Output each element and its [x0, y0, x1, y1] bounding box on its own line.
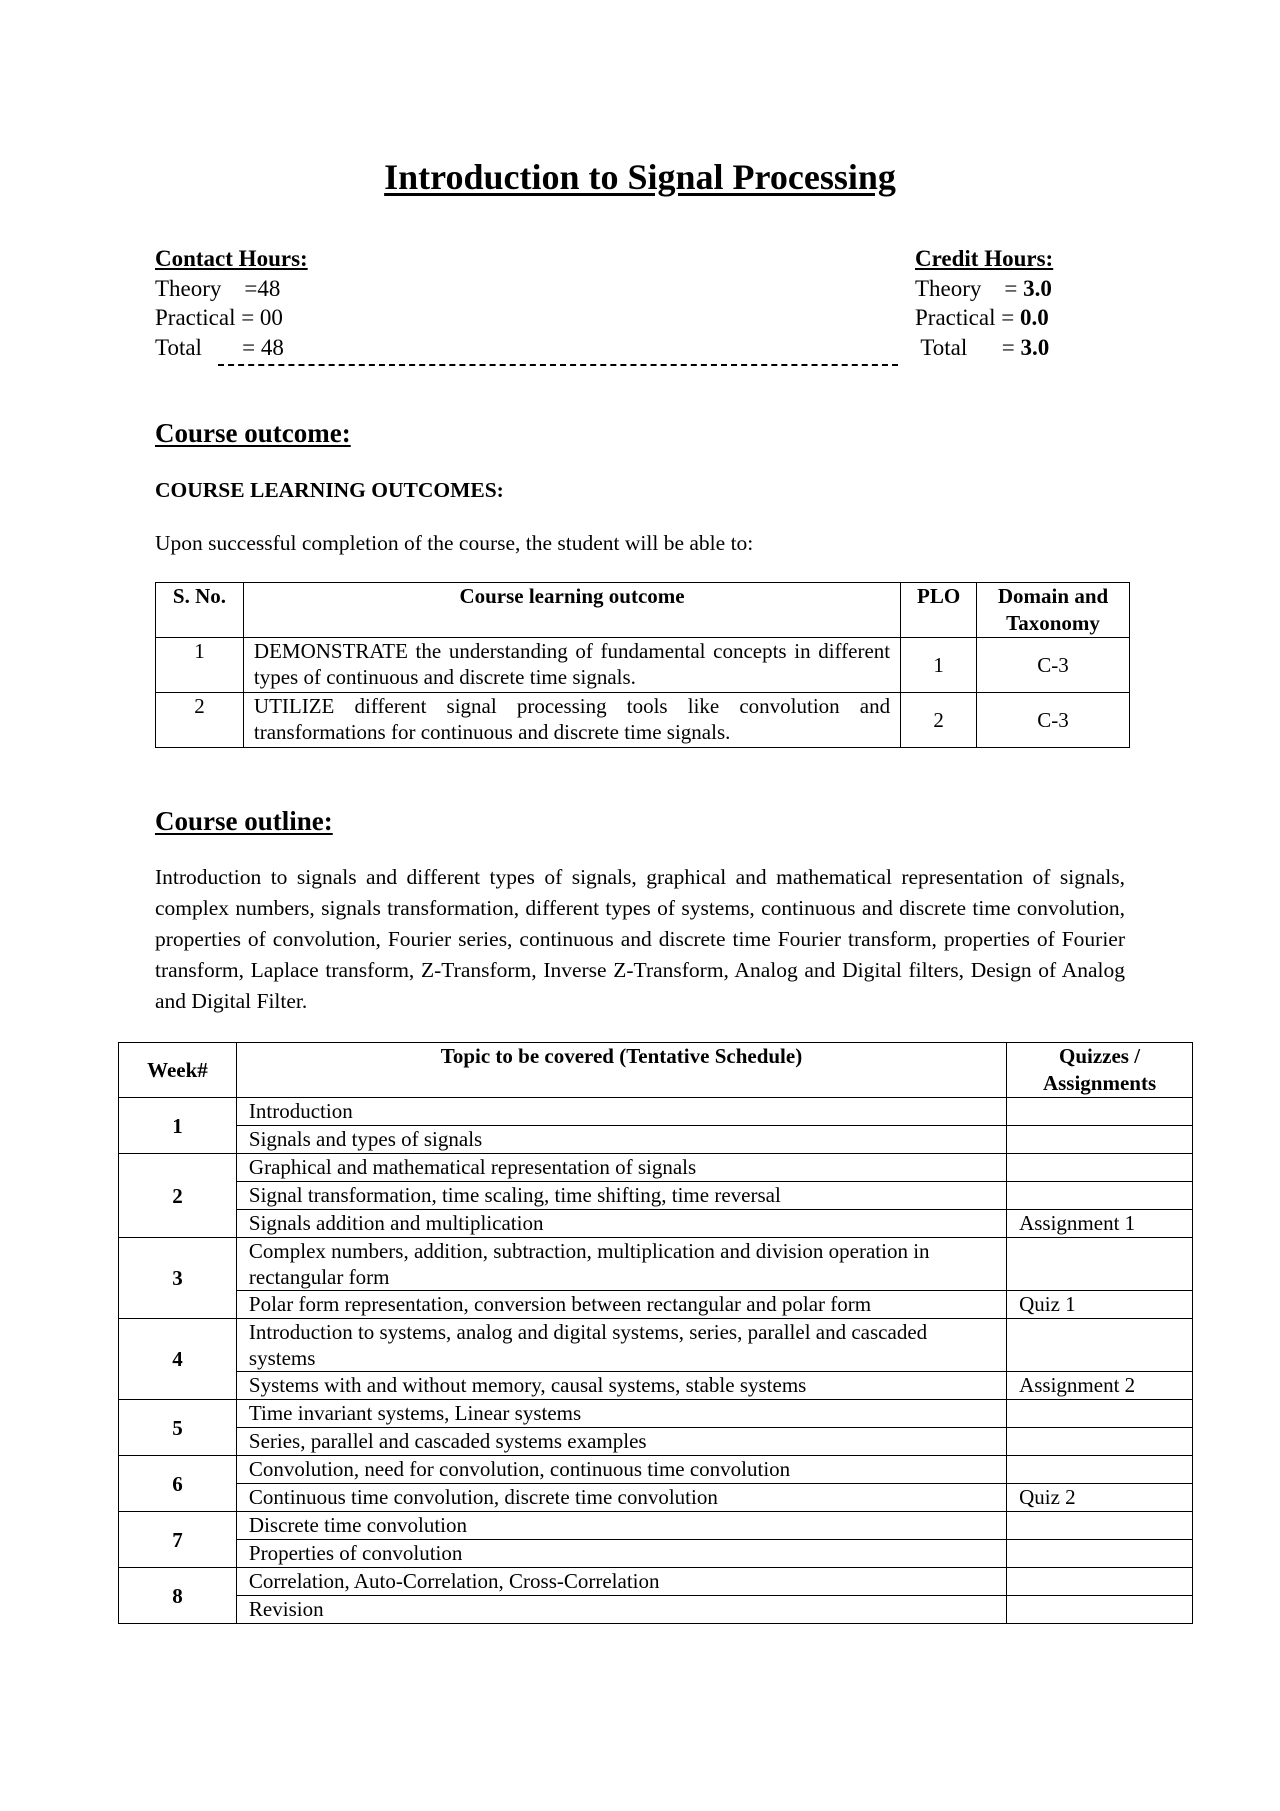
qa-cell	[1007, 1154, 1193, 1182]
clo-sno: 1	[156, 638, 244, 693]
contact-hours-block	[155, 244, 308, 362]
schedule-row	[119, 1484, 1193, 1512]
contact-total: Total = 48	[155, 334, 284, 360]
credit-total-label: Total =	[915, 334, 1021, 360]
week-number: 5	[119, 1400, 237, 1456]
schedule-header-qa: Quizzes / Assignments	[1007, 1043, 1193, 1098]
schedule-row	[119, 1456, 1193, 1484]
credit-theory	[915, 274, 1053, 304]
schedule-row	[119, 1319, 1193, 1372]
schedule-row	[119, 1540, 1193, 1568]
topic-cell: Graphical and mathematical representation of signals	[236, 1154, 1006, 1182]
schedule-row	[119, 1400, 1193, 1428]
schedule-row	[119, 1182, 1193, 1210]
clo-header-sno: S. No.	[156, 583, 244, 638]
clo-row	[156, 693, 1130, 748]
clo-plo: 2	[901, 693, 977, 748]
clo-table	[155, 582, 1130, 748]
qa-cell: Assignment 1	[1007, 1210, 1193, 1238]
qa-cell: Assignment 2	[1007, 1372, 1193, 1400]
qa-cell	[1007, 1568, 1193, 1596]
topic-cell: Correlation, Auto-Correlation, Cross-Correlation	[236, 1568, 1006, 1596]
schedule-row	[119, 1596, 1193, 1624]
clo-row	[156, 638, 1130, 693]
week-number: 8	[119, 1568, 237, 1624]
week-number: 4	[119, 1319, 237, 1400]
credit-practical-value: 0.0	[1019, 305, 1049, 330]
schedule-row	[119, 1512, 1193, 1540]
topic-cell: Convolution, need for convolution, continuous time convolution	[236, 1456, 1006, 1484]
schedule-row	[119, 1210, 1193, 1238]
clo-header-row	[156, 583, 1130, 638]
page-title: Introduction to Signal Processing	[384, 157, 896, 197]
course-outline-text: Introduction to signals and different types of signals, graphical and mathematical representation of signals, complex numbers, signals transformation, different types of systems, continuous and discrete time convolution, properties of convolution, Fourier series, continuous and discrete time Fourier transform, properties of Fourier transform, Laplace transform, Z-Transform, Inverse Z-Transform, Analog and Digital filters, Design of Analog and Digital Filter.	[155, 865, 1125, 1013]
qa-cell	[1007, 1098, 1193, 1126]
credit-practical	[915, 303, 1053, 333]
clo-intro: Upon successful completion of the course, the student will be able to:	[155, 531, 754, 555]
qa-cell	[1007, 1182, 1193, 1210]
dashed-divider	[218, 364, 898, 366]
clo-plo: 1	[901, 638, 977, 693]
clo-outcome: UTILIZE different signal processing tools like convolution and transformations for continuous and discrete time signals.	[243, 693, 900, 748]
topic-cell: Series, parallel and cascaded systems examples	[236, 1428, 1006, 1456]
qa-cell	[1007, 1596, 1193, 1624]
qa-cell	[1007, 1400, 1193, 1428]
course-outline-heading: Course outline:	[155, 806, 333, 836]
credit-practical-label: Practical =	[915, 305, 1020, 330]
qa-cell	[1007, 1126, 1193, 1154]
schedule-row	[119, 1568, 1193, 1596]
schedule-header-week: Week#	[119, 1043, 237, 1098]
topic-cell: Discrete time convolution	[236, 1512, 1006, 1540]
clo-header-outcome: Course learning outcome	[243, 583, 900, 638]
week-number: 3	[119, 1238, 237, 1319]
week-number: 1	[119, 1098, 237, 1154]
schedule-row	[119, 1154, 1193, 1182]
topic-cell: Time invariant systems, Linear systems	[236, 1400, 1006, 1428]
qa-cell: Quiz 1	[1007, 1291, 1193, 1319]
topic-cell: Complex numbers, addition, subtraction, multiplication and division operation in rectangular form	[236, 1238, 1006, 1291]
topic-cell: Introduction	[236, 1098, 1006, 1126]
clo-subheading: COURSE LEARNING OUTCOMES:	[155, 478, 504, 502]
topic-cell: Properties of convolution	[236, 1540, 1006, 1568]
topic-cell: Polar form representation, conversion between rectangular and polar form	[236, 1291, 1006, 1319]
clo-domain: C-3	[977, 693, 1130, 748]
clo-header-domain: Domain and Taxonomy	[977, 583, 1130, 638]
schedule-header-topic: Topic to be covered (Tentative Schedule)	[236, 1043, 1006, 1098]
clo-domain: C-3	[977, 638, 1130, 693]
schedule-row	[119, 1098, 1193, 1126]
qa-cell	[1007, 1238, 1193, 1291]
qa-cell	[1007, 1456, 1193, 1484]
qa-cell: Quiz 2	[1007, 1484, 1193, 1512]
clo-sno: 2	[156, 693, 244, 748]
contact-theory: Theory =48	[155, 275, 281, 301]
clo-header-plo: PLO	[901, 583, 977, 638]
topic-cell: Systems with and without memory, causal systems, stable systems	[236, 1372, 1006, 1400]
topic-cell: Revision	[236, 1596, 1006, 1624]
week-number: 7	[119, 1512, 237, 1568]
week-number: 6	[119, 1456, 237, 1512]
schedule-table	[118, 1042, 1193, 1624]
qa-cell	[1007, 1512, 1193, 1540]
course-outcome-heading: Course outcome:	[155, 418, 351, 448]
credit-hours-block	[915, 244, 1053, 362]
topic-cell: Signals addition and multiplication	[236, 1210, 1006, 1238]
schedule-row	[119, 1238, 1193, 1291]
credit-hours-heading: Credit Hours:	[915, 246, 1054, 271]
clo-outcome: DEMONSTRATE the understanding of fundamental concepts in different types of continuous and discrete time signals.	[243, 638, 900, 693]
qa-cell	[1007, 1428, 1193, 1456]
contact-practical: Practical = 00	[155, 305, 283, 330]
topic-cell: Introduction to systems, analog and digital systems, series, parallel and cascaded systems	[236, 1319, 1006, 1372]
topic-cell: Signal transformation, time scaling, time shifting, time reversal	[236, 1182, 1006, 1210]
schedule-header-row	[119, 1043, 1193, 1098]
week-number: 2	[119, 1154, 237, 1238]
credit-total	[915, 333, 1053, 363]
schedule-row	[119, 1372, 1193, 1400]
topic-cell: Signals and types of signals	[236, 1126, 1006, 1154]
credit-theory-value: 3.0	[1023, 275, 1052, 301]
credit-theory-label: Theory =	[915, 275, 1024, 301]
schedule-row	[119, 1428, 1193, 1456]
schedule-row	[119, 1126, 1193, 1154]
qa-cell	[1007, 1540, 1193, 1568]
qa-cell	[1007, 1319, 1193, 1372]
credit-total-value: 3.0	[1020, 334, 1050, 360]
contact-hours-heading: Contact Hours:	[155, 246, 308, 271]
topic-cell: Continuous time convolution, discrete time convolution	[236, 1484, 1006, 1512]
schedule-row	[119, 1291, 1193, 1319]
